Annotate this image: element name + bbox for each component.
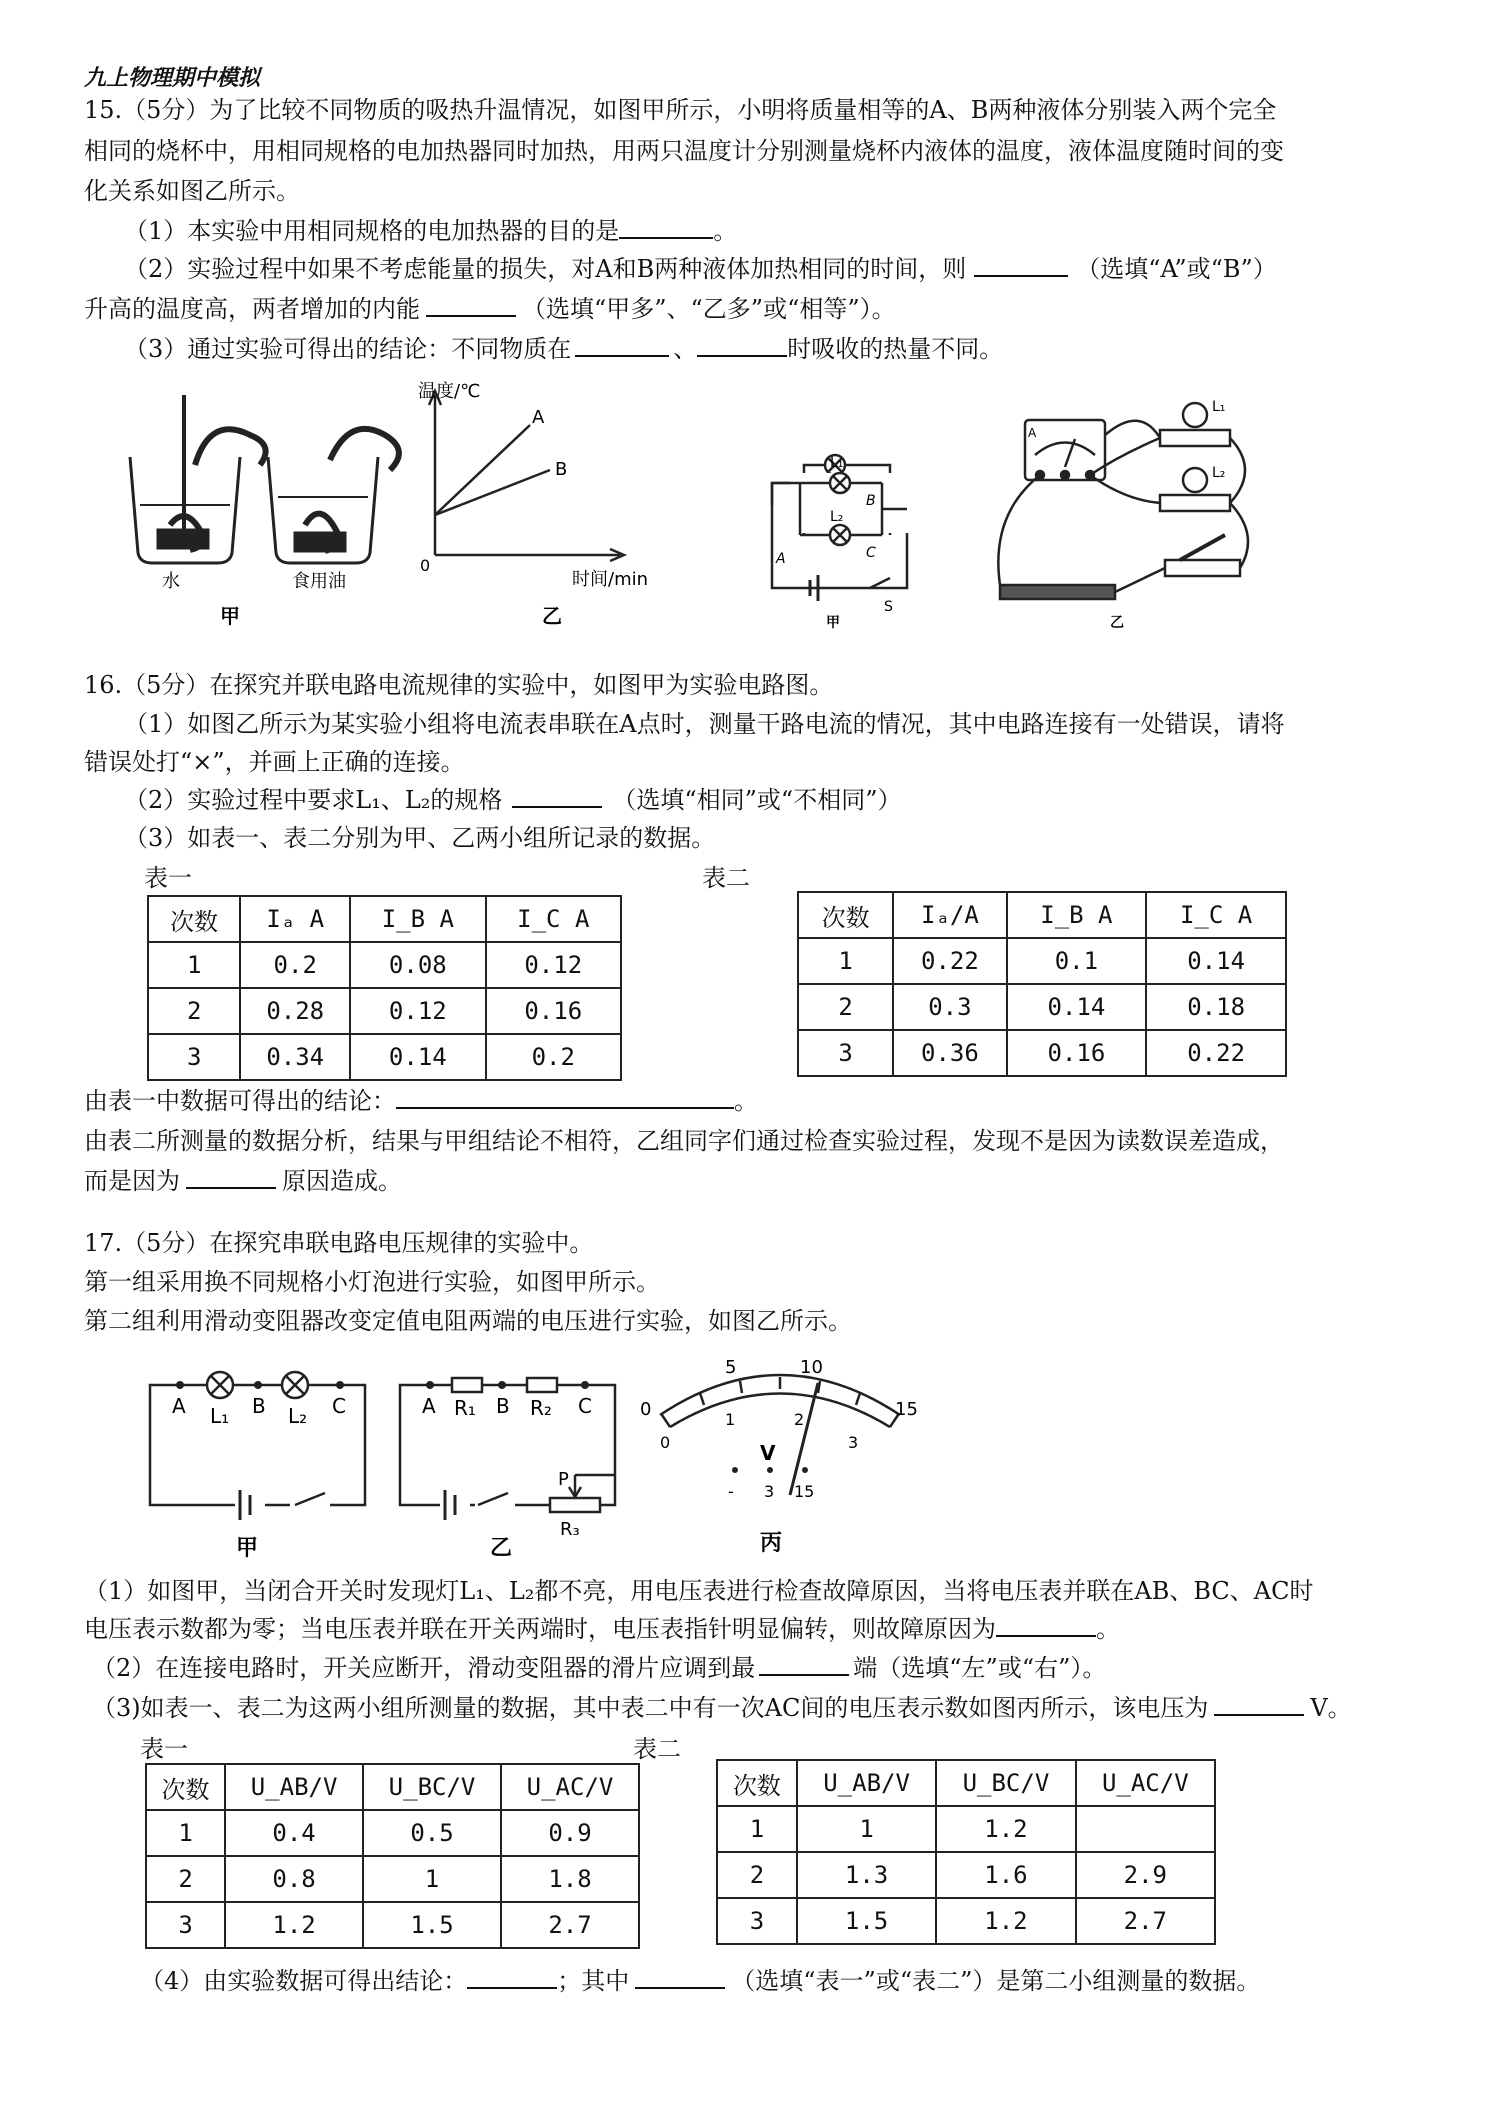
voltmeter-needle bbox=[790, 1383, 818, 1495]
answer-blank[interactable] bbox=[974, 251, 1068, 277]
dial-top-5: 5 bbox=[725, 1357, 737, 1378]
fig-r3-label: R₃ bbox=[560, 1519, 580, 1540]
y-axis-label: 温度/℃ bbox=[418, 381, 481, 402]
fig-b-label: B bbox=[496, 1394, 510, 1418]
answer-blank[interactable] bbox=[635, 1963, 725, 1989]
q15-part-1: （1）本实验中用相同规格的电加热器的目的是 。 bbox=[124, 213, 737, 249]
answer-blank[interactable] bbox=[575, 331, 669, 357]
water-caption: 水 bbox=[162, 571, 180, 592]
table-header: U_AC/V bbox=[501, 1764, 639, 1810]
q15-line-3: 化关系如图乙所示。 bbox=[84, 177, 300, 205]
dial-bottom-2: 2 bbox=[794, 1410, 805, 1429]
table-header: I_C A bbox=[1146, 892, 1286, 938]
ammeter-a-label: A bbox=[1028, 426, 1037, 440]
table-row: 3 0.34 0.14 0.2 bbox=[148, 1034, 621, 1080]
q17-table1-label: 表一 bbox=[140, 1735, 188, 1763]
table-row: 2 0.8 1 1.8 bbox=[146, 1856, 639, 1902]
q16-part-1b: 错误处打“×”，并画上正确的连接。 bbox=[84, 748, 465, 776]
table-header: U_AB/V bbox=[225, 1764, 363, 1810]
q17-part-3: （3)如表一、表二为这两小组所测量的数据，其中表二中有一次AC间的电压表示数如图丙所示，该电压为 V。 bbox=[92, 1690, 1352, 1726]
table-header: 次数 bbox=[146, 1764, 225, 1810]
fig-17-yi-caption: 乙 bbox=[490, 1536, 513, 1561]
fig-l2-label: L₂ bbox=[288, 1404, 308, 1428]
series-a-label: A bbox=[532, 407, 545, 428]
fig-r1-label: R₁ bbox=[454, 1396, 476, 1420]
q16-conclusion-3: 而是因为 原因造成。 bbox=[84, 1163, 402, 1199]
q16-conclusion-2: 由表二所测量的数据分析，结果与甲组结论不相符，乙组同字们通过检查实验过程，发现不是因为读数误差造成， bbox=[84, 1127, 1284, 1155]
fig-17-bing-caption: 丙 bbox=[760, 1531, 783, 1556]
fig-p-label: P bbox=[558, 1469, 569, 1490]
table-row: 3 1.5 1.2 2.7 bbox=[717, 1898, 1215, 1944]
origin-label: 0 bbox=[420, 556, 431, 575]
table-header: 次数 bbox=[798, 892, 893, 938]
fig-l1-label: L₁ bbox=[210, 1404, 230, 1428]
point-a-label: A bbox=[776, 551, 786, 567]
fig-b-label: B bbox=[252, 1394, 266, 1418]
table-header: U_BC/V bbox=[936, 1760, 1075, 1806]
table-row: 1 0.2 0.08 0.12 bbox=[148, 942, 621, 988]
fig-16-yi-caption: 乙 bbox=[1110, 615, 1124, 631]
terminal-3: 3 bbox=[764, 1482, 775, 1501]
fig-16-jia-caption: 甲 bbox=[826, 615, 840, 631]
answer-blank[interactable] bbox=[467, 1963, 557, 1989]
q15-figures bbox=[100, 375, 1260, 650]
dial-top-15: 15 bbox=[895, 1399, 918, 1420]
table-row: 2 0.28 0.12 0.16 bbox=[148, 988, 621, 1034]
q17-table2 bbox=[716, 1759, 1216, 1945]
answer-blank[interactable] bbox=[512, 782, 602, 808]
table-header: 次数 bbox=[148, 896, 240, 942]
q15-part-3: （3）通过实验可得出的结论：不同物质在 、 时吸收的热量不同。 bbox=[124, 331, 1003, 367]
table-header: U_AB/V bbox=[797, 1760, 936, 1806]
table-row: 1 1 1.2 bbox=[717, 1806, 1215, 1852]
terminal-15: 15 bbox=[794, 1482, 815, 1501]
q17-table1 bbox=[145, 1763, 640, 1949]
q17-part-1a: （1）如图甲，当闭合开关时发现灯L₁、L₂都不亮，用电压表进行检查故障原因，当将电压表并联在AB、BC、AC时 bbox=[84, 1577, 1314, 1605]
dial-bottom-0: 0 bbox=[660, 1433, 671, 1452]
l2-label: L₂ bbox=[830, 509, 844, 525]
dial-top-10: 10 bbox=[800, 1357, 823, 1378]
table-header: U_BC/V bbox=[363, 1764, 501, 1810]
bulb-l2-label: L₂ bbox=[1212, 465, 1226, 481]
bulb-l1-label: L₁ bbox=[1212, 399, 1226, 415]
fig-a-label: A bbox=[422, 1394, 436, 1418]
series-b-label: B bbox=[555, 459, 568, 480]
table-header: U_AC/V bbox=[1076, 1760, 1215, 1806]
q16-table2 bbox=[797, 891, 1287, 1077]
q15-line-2: 相同的烧杯中，用相同规格的电加热器同时加热，用两只温度计分别测量烧杯内液体的温度，液体温度随时间的变 bbox=[84, 137, 1284, 165]
answer-blank[interactable] bbox=[186, 1163, 276, 1189]
table-row: 3 0.36 0.16 0.22 bbox=[798, 1030, 1286, 1076]
table-row: 2 0.3 0.14 0.18 bbox=[798, 984, 1286, 1030]
table-header: Iₐ A bbox=[240, 896, 350, 942]
line-b bbox=[435, 470, 550, 515]
dial-top-0: 0 bbox=[640, 1399, 652, 1420]
q16-part-2: （2）实验过程中要求L₁、L₂的规格 （选填“相同”或“不相同”） bbox=[124, 782, 901, 818]
dial-bottom-3: 3 bbox=[848, 1433, 859, 1452]
q17-intro: 17.（5分）在探究串联电路电压规律的实验中。 bbox=[84, 1229, 594, 1257]
q16-table2-label: 表二 bbox=[702, 864, 750, 892]
q15-part-2a: （2）实验过程中如果不考虑能量的损失，对A和B两种液体加热相同的时间，则 （选填“A”或“B”） bbox=[124, 251, 1277, 287]
oil-caption: 食用油 bbox=[292, 571, 346, 592]
table-row: 1 0.4 0.5 0.9 bbox=[146, 1810, 639, 1856]
fig-a-label: A bbox=[172, 1394, 186, 1418]
table-row: 2 1.3 1.6 2.9 bbox=[717, 1852, 1215, 1898]
table-header: I_B A bbox=[1007, 892, 1147, 938]
q16-conclusion-1: 由表一中数据可得出的结论： 。 bbox=[84, 1083, 758, 1119]
temperature-graph bbox=[429, 391, 624, 561]
point-c-label: C bbox=[866, 545, 876, 561]
answer-blank[interactable] bbox=[996, 1611, 1096, 1637]
q16-intro: 16.（5分）在探究并联电路电流规律的实验中，如图甲为实验电路图。 bbox=[84, 671, 834, 699]
fig-17-jia-caption: 甲 bbox=[236, 1536, 259, 1561]
table-header: Iₐ/A bbox=[893, 892, 1006, 938]
q17-table2-label: 表二 bbox=[633, 1735, 681, 1763]
water-beaker bbox=[130, 395, 266, 563]
answer-blank[interactable] bbox=[426, 291, 516, 317]
fig-yi-caption: 乙 bbox=[542, 604, 562, 628]
q17-part-4: （4）由实验数据可得出结论： ；其中 （选填“表一”或“表二”）是第二小组测量的数据。 bbox=[140, 1963, 1260, 1999]
q16-part-3: （3）如表一、表二分别为甲、乙两小组所记录的数据。 bbox=[124, 824, 716, 852]
q16-table1 bbox=[147, 895, 622, 1081]
fig-jia-caption: 甲 bbox=[220, 604, 240, 628]
answer-blank[interactable] bbox=[697, 331, 787, 357]
point-b-label: B bbox=[866, 493, 876, 509]
dial-v-label: V bbox=[760, 1441, 776, 1465]
voltmeter-dial bbox=[660, 1375, 900, 1495]
q17-part-1b: 电压表示数都为零；当电压表并联在开关两端时，电压表指针明显偏转，则故障原因为 。 bbox=[84, 1611, 1120, 1647]
table-header: 次数 bbox=[717, 1760, 797, 1806]
answer-blank[interactable] bbox=[759, 1650, 849, 1676]
q15-part-2b: 升高的温度高，两者增加的内能 （选填“甲多”、“乙多”或“相等”）。 bbox=[84, 291, 896, 327]
terminal-negative: - bbox=[728, 1482, 734, 1501]
q17-part-2: （2）在连接电路时，开关应断开，滑动变阻器的滑片应调到最 端（选填“左”或“右”）。 bbox=[92, 1650, 1106, 1686]
q15-line-1: 15.（5分）为了比较不同物质的吸热升温情况，如图甲所示，小明将质量相等的A、B两种液体分别装入两个完全 bbox=[84, 96, 1277, 124]
switch-s-label: S bbox=[884, 599, 893, 615]
table-row: 3 1.2 1.5 2.7 bbox=[146, 1902, 639, 1948]
fig-c-label: C bbox=[332, 1394, 346, 1418]
fig-c-label: C bbox=[578, 1394, 592, 1418]
oil-beaker bbox=[268, 429, 399, 563]
answer-blank[interactable] bbox=[619, 213, 713, 239]
table-header: I_B A bbox=[350, 896, 485, 942]
line-a bbox=[435, 425, 530, 515]
x-axis-label: 时间/min bbox=[572, 569, 649, 590]
dial-bottom-1: 1 bbox=[725, 1410, 736, 1429]
table-header: I_C A bbox=[486, 896, 621, 942]
q16-table1-label: 表一 bbox=[144, 864, 192, 892]
l1-label: L₁ bbox=[830, 455, 844, 471]
q17-figures bbox=[140, 1345, 940, 1565]
q17-line-2: 第一组采用换不同规格小灯泡进行实验，如图甲所示。 bbox=[84, 1268, 660, 1296]
page-header: 九上物理期中模拟 bbox=[84, 65, 261, 91]
answer-blank[interactable] bbox=[1214, 1690, 1304, 1716]
answer-blank[interactable] bbox=[396, 1083, 734, 1109]
q17-line-3: 第二组利用滑动变阻器改变定值电阻两端的电压进行实验，如图乙所示。 bbox=[84, 1307, 852, 1335]
table-row: 1 0.22 0.1 0.14 bbox=[798, 938, 1286, 984]
q16-part-1a: （1）如图乙所示为某实验小组将电流表串联在A点时，测量干路电流的情况，其中电路连接有一处错误，请将 bbox=[124, 710, 1285, 738]
fig-r2-label: R₂ bbox=[530, 1396, 552, 1420]
